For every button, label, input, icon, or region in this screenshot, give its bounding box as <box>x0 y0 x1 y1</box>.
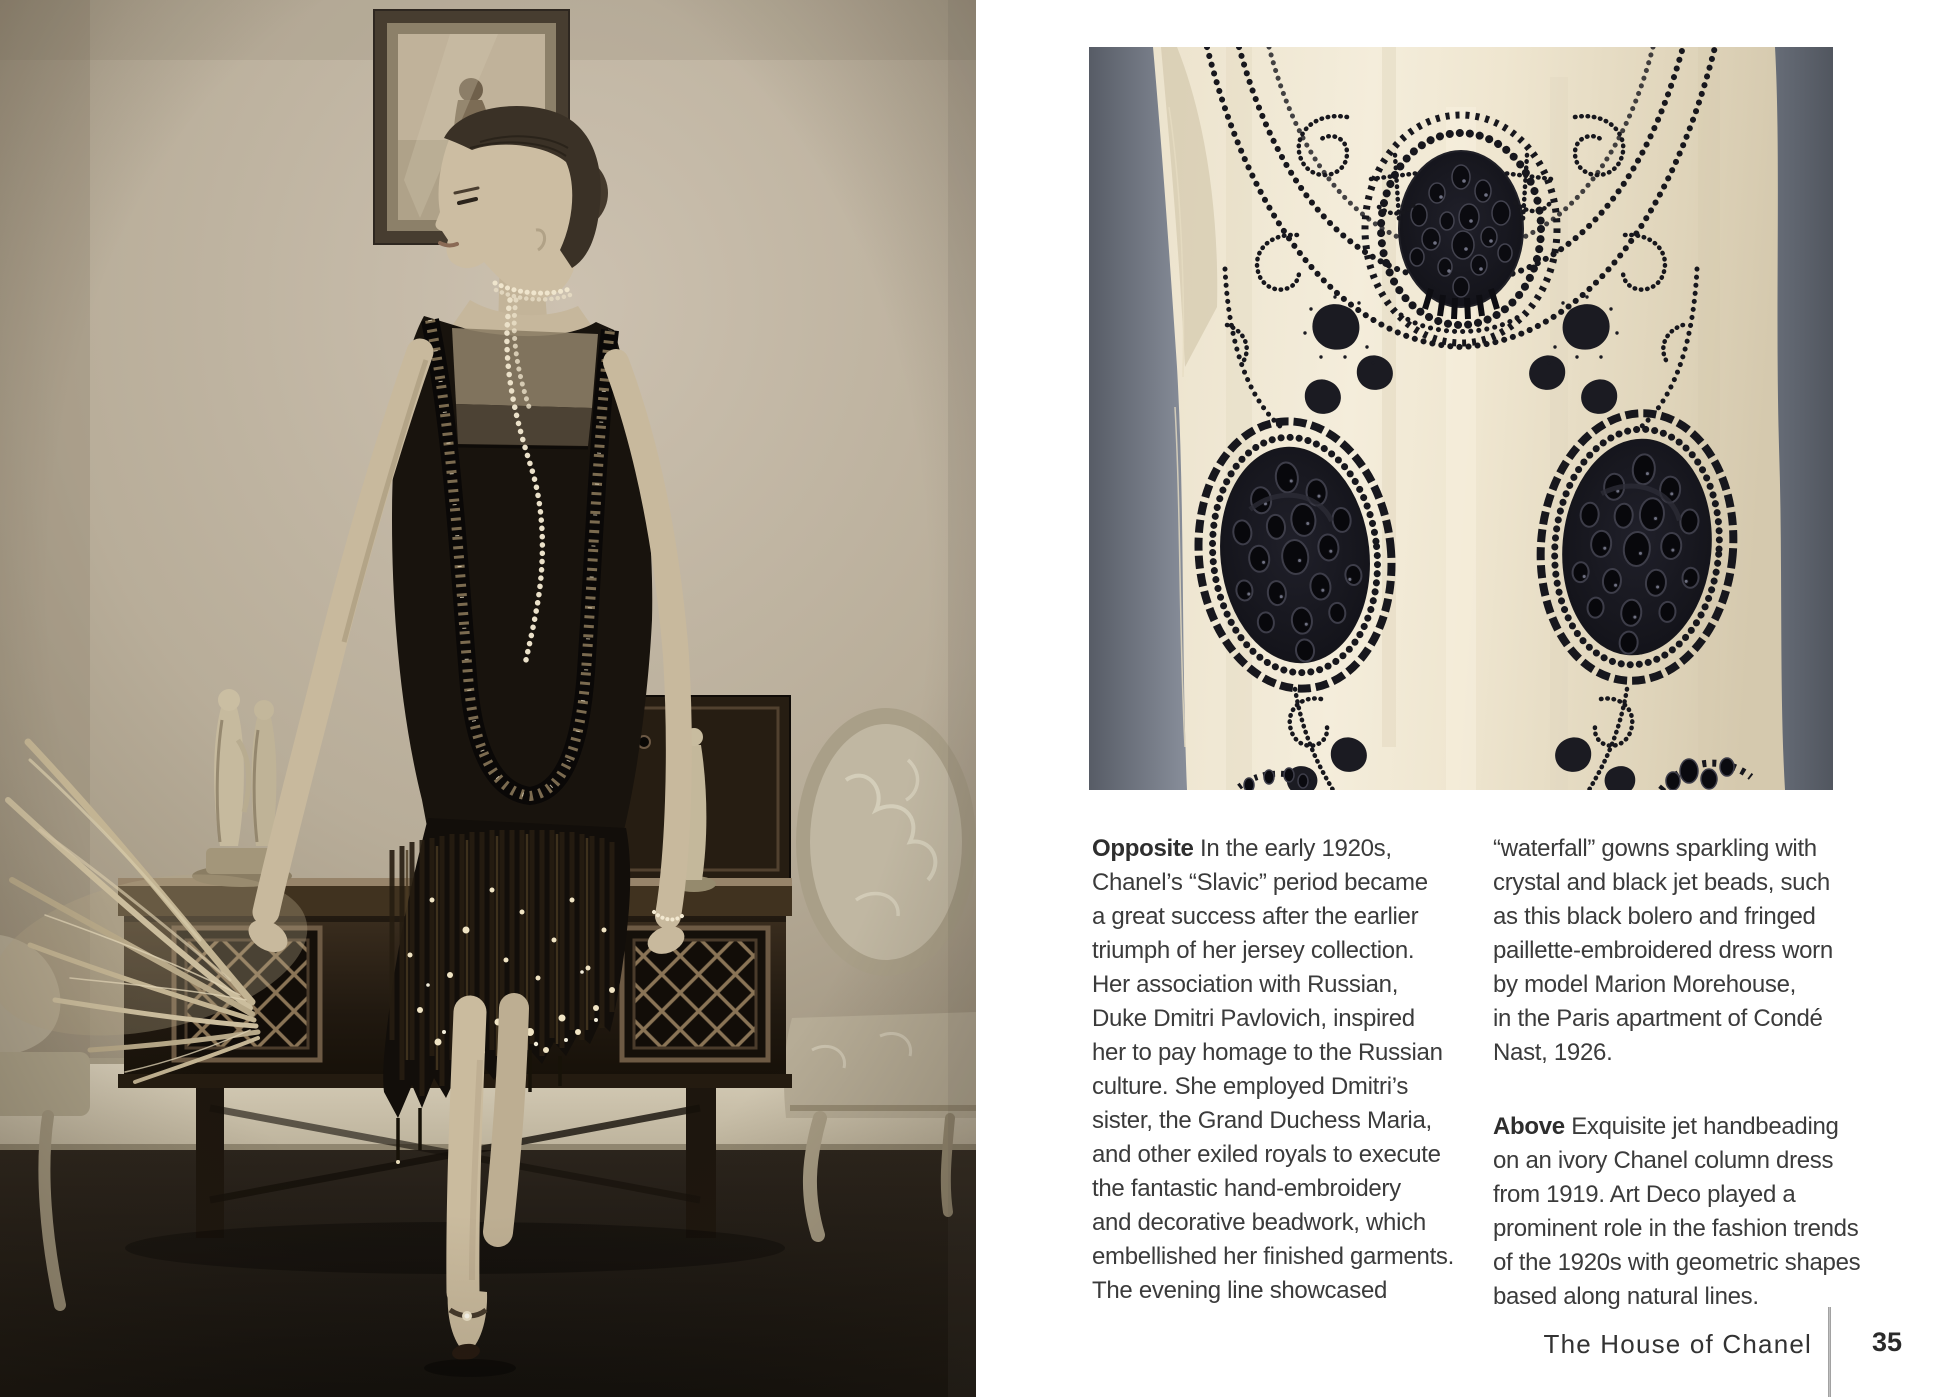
caption-line: “waterfall” gowns sparkling with <box>1493 835 1817 862</box>
caption-line: by model Marion Morehouse, <box>1493 971 1797 998</box>
footer-divider <box>1828 1307 1831 1397</box>
caption-line: of the 1920s with geometric shapes <box>1493 1249 1861 1276</box>
caption-paragraph <box>1493 1110 1923 1314</box>
running-footer-title: The House of Chanel <box>1543 1329 1812 1359</box>
caption-line: Nast, 1926. <box>1493 1039 1613 1066</box>
caption-line: the fantastic hand-embroidery <box>1092 1175 1401 1202</box>
caption-line: in the Paris apartment of Condé <box>1493 1005 1823 1032</box>
caption-line: paillette-embroidered dress worn <box>1493 937 1833 964</box>
caption-line: on an ivory Chanel column dress <box>1493 1147 1834 1174</box>
caption-line: crystal and black jet beads, such <box>1493 869 1830 896</box>
caption-line: her to pay homage to the Russian <box>1092 1039 1443 1066</box>
caption-right-column <box>1493 832 1923 1314</box>
caption-paragraph <box>1092 832 1487 1308</box>
caption-line: Opposite In the early 1920s, <box>1092 835 1392 862</box>
caption-line: Duke Dmitri Pavlovich, inspired <box>1092 1005 1415 1032</box>
caption-line: Chanel’s “Slavic” period became <box>1092 869 1428 896</box>
beadwork-illustration <box>1089 47 1833 790</box>
caption-line: as this black bolero and fringed <box>1493 903 1816 930</box>
caption-paragraph <box>1493 832 1923 1070</box>
caption-line: prominent role in the fashion trends <box>1493 1215 1859 1242</box>
caption-line: from 1919. Art Deco played a <box>1493 1181 1796 1208</box>
caption-line: Above Exquisite jet handbeading <box>1493 1113 1839 1140</box>
caption-line: culture. She employed Dmitri’s <box>1092 1073 1409 1100</box>
page-number: 35 <box>1872 1327 1903 1357</box>
caption-left-column <box>1092 832 1487 1308</box>
caption-line: and decorative beadwork, which <box>1092 1209 1426 1236</box>
caption-line: based along natural lines. <box>1493 1283 1759 1310</box>
beadwork-photo <box>1089 47 1833 790</box>
caption-line: triumph of her jersey collection. <box>1092 937 1415 964</box>
caption-line: Her association with Russian, <box>1092 971 1399 998</box>
caption-line: embellished her finished garments. <box>1092 1243 1454 1270</box>
caption-line: and other exiled royals to execute <box>1092 1141 1441 1168</box>
caption-line: a great success after the earlier <box>1092 903 1419 930</box>
caption-line: sister, the Grand Duchess Maria, <box>1092 1107 1432 1134</box>
caption-line: The evening line showcased <box>1092 1277 1388 1304</box>
